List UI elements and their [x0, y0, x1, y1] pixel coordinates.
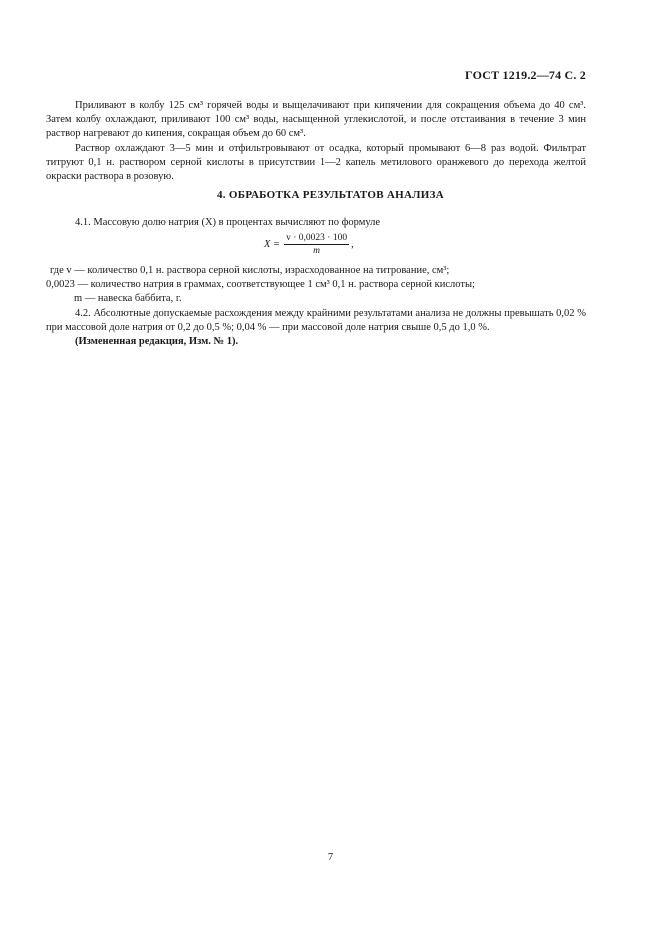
formula-denominator: m: [313, 246, 321, 256]
sodium-formula: [264, 233, 354, 256]
clause-4-1: [46, 216, 586, 230]
definitions-list: [46, 264, 586, 307]
clause-4-2: [46, 307, 586, 350]
clause-4-2-text: 4.2. Абсолютные допускаемые расхождения между крайними результатами анализа не должны превышать 0,02 % при массовой доле натрия от 0,2 до 0,5 %; 0,04 % — при массовой доле натрия свыше 0,5 до 1,0 %.: [46, 308, 586, 334]
document-header: ГОСТ 1219.2—74 С. 2: [465, 68, 586, 82]
formula-tail: ,: [351, 239, 354, 250]
clause-4-1-text: 4.1. Массовую долю натрия (X) в процентах вычисляют по формуле: [75, 217, 381, 228]
definition-m: m — навеска баббита, г.: [74, 293, 182, 305]
paragraph-titration: Раствор охлаждают 3—5 мин и отфильтровывают от осадка, который промывают 6—8 раз водой. Фильтрат титруют 0,1 н. раствором серной кислоты в присутствии 1—2 капель метилового оранжевого до перехода желтой окраски раствора в розовую.: [46, 142, 586, 183]
formula-numerator: v · 0,0023 · 100: [286, 233, 348, 243]
section-title: 4. ОБРАБОТКА РЕЗУЛЬТАТОВ АНАЛИЗА: [217, 189, 444, 201]
paragraph-leaching: Приливают в колбу 125 см³ горячей воды и выщелачивают при кипячении для сокращения объема до 40 см³. Затем колбу охлаждают, приливают 100 см³ воды, насыщенной углекислотой, и после отстаивания в течение 3 мин раствор нагревают до кипения, сокращая объем до 60 см³.: [46, 100, 586, 140]
formula-lhs: X =: [264, 239, 281, 250]
page-number: 7: [327, 852, 334, 863]
definition-v: где v — количество 0,1 н. раствора серной кислоты, израсходованное на титрование, см³;: [50, 265, 450, 276]
definition-constant: 0,0023 — количество натрия в граммах, соответствующее 1 см³ 0,1 н. раствора серной кислоты;: [46, 279, 475, 291]
intro-text: [46, 99, 586, 184]
amendment-note: (Измененная редакция, Изм. № 1).: [75, 336, 239, 348]
formula-fraction: [284, 233, 349, 256]
